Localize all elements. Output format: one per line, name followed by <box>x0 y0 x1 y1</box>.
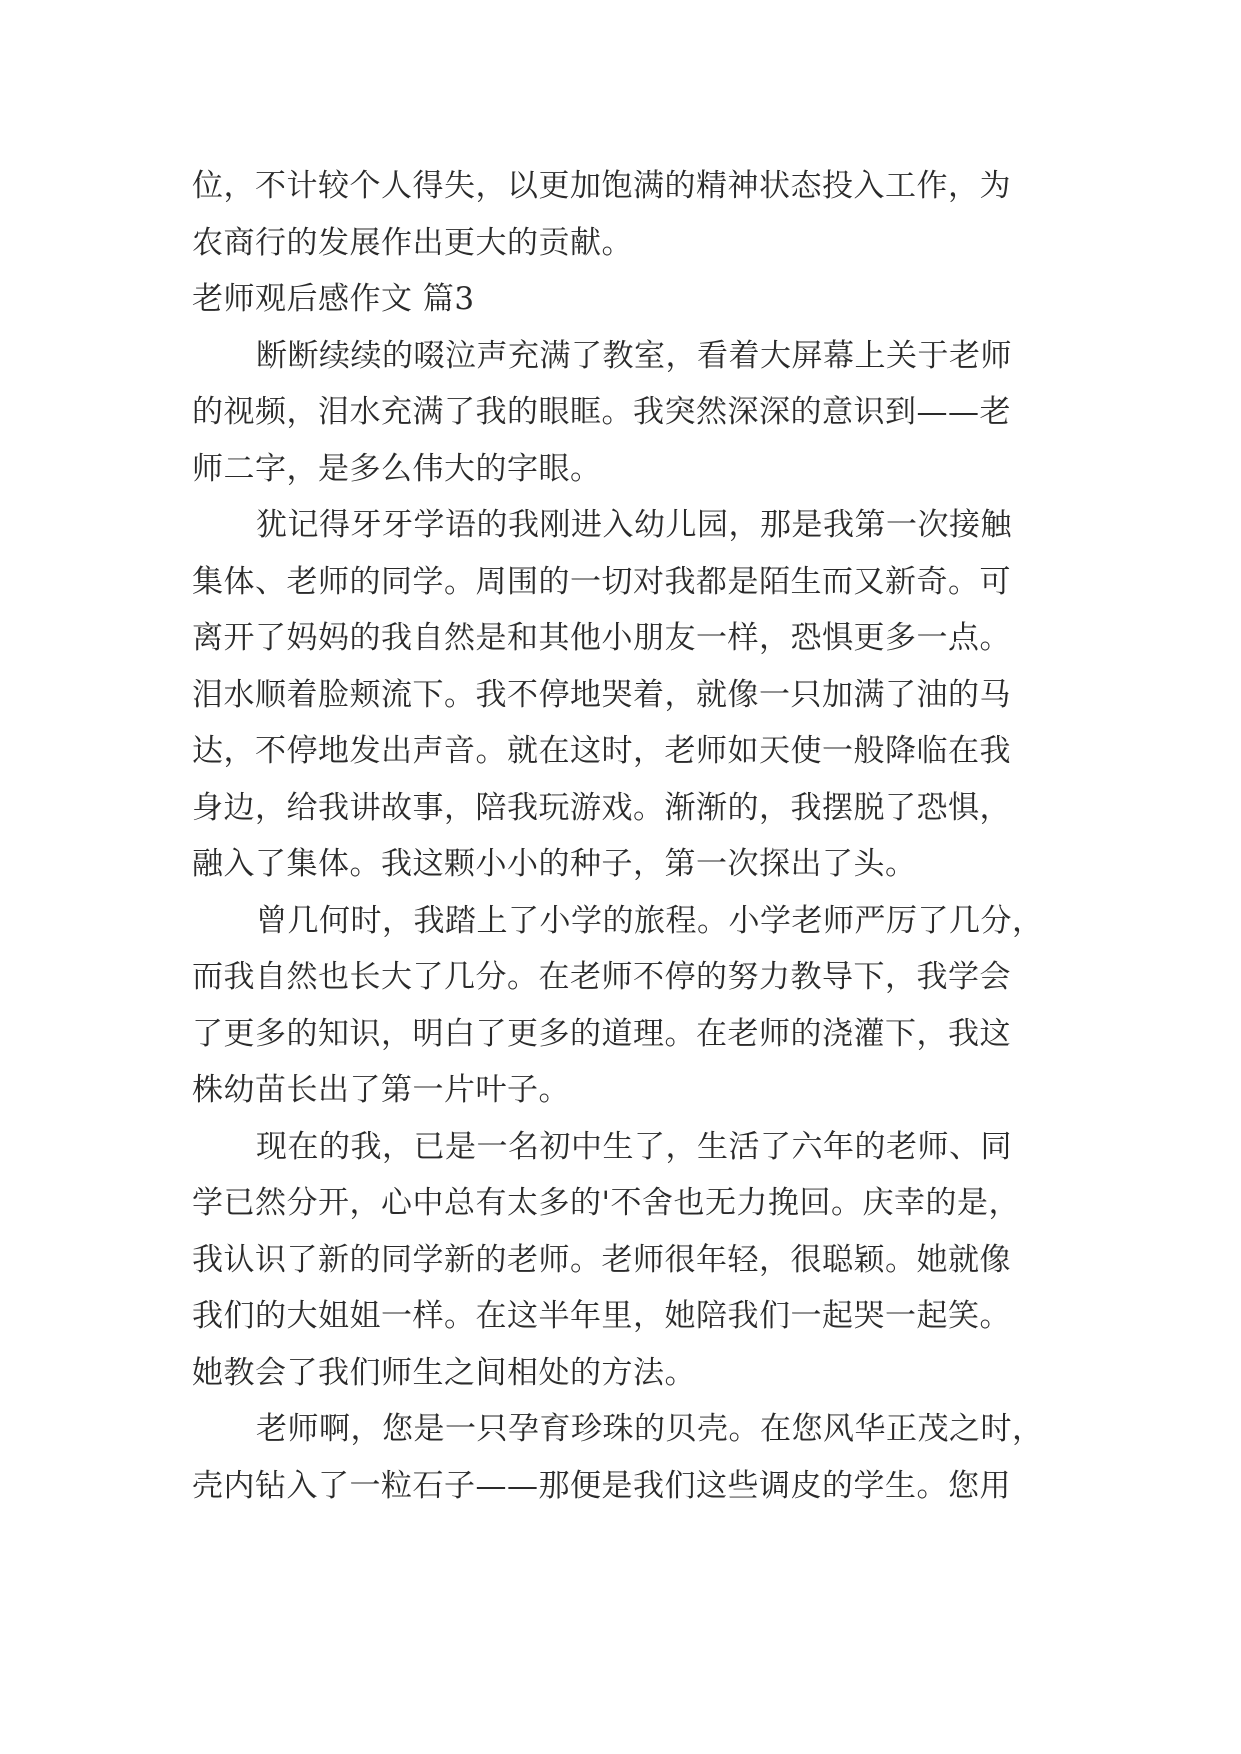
text-line: 位，不计较个人得失，以更加饱满的精神状态投入工作，为 <box>192 168 1011 204</box>
text-line: 她教会了我们师生之间相处的方法。 <box>192 1354 696 1391</box>
text-line: 身边，给我讲故事，陪我玩游戏。渐渐的，我摆脱了恐惧， <box>192 789 1011 826</box>
text-line: 而我自然也长大了几分。在老师不停的努力教导下，我学会 <box>192 959 1011 995</box>
text-line: 学已然分开，心中总有太多的'不舍也无力挽回。庆幸的是， <box>192 1185 1021 1221</box>
paragraph-start-line: 老师啊，您是一只孕育珍珠的贝壳。在您风华正茂之时， <box>256 1411 1044 1447</box>
text-line: 我认识了新的同学新的老师。老师很年轻，很聪颖。她就像 <box>192 1241 1011 1278</box>
section-heading: 老师观后感作文 篇3 <box>192 281 475 317</box>
text-line: 了更多的知识，明白了更多的道理。在老师的浇灌下，我这 <box>192 1015 1011 1052</box>
text-line: 融入了集体。我这颗小小的种子，第一次探出了头。 <box>192 846 917 882</box>
text-line: 集体、老师的同学。周围的一切对我都是陌生而又新奇。可 <box>192 563 1011 600</box>
text-line: 离开了妈妈的我自然是和其他小朋友一样，恐惧更多一点。 <box>192 620 1011 656</box>
paragraph-start-line: 曾几何时，我踏上了小学的旅程。小学老师严厉了几分， <box>256 902 1044 939</box>
paragraph-start-line: 断断续续的啜泣声充满了教室，看着大屏幕上关于老师 <box>256 337 1012 374</box>
paragraph-start-line: 犹记得牙牙学语的我刚进入幼儿园，那是我第一次接触 <box>256 507 1012 543</box>
text-line: 泪水顺着脸颊流下。我不停地哭着，就像一只加满了油的马 <box>192 676 1011 713</box>
text-line: 我们的大姐姐一样。在这半年里，她陪我们一起哭一起笑。 <box>192 1298 1011 1334</box>
text-line: 壳内钻入了一粒石子——那便是我们这些调皮的学生。您用 <box>192 1467 1011 1504</box>
text-line: 农商行的发展作出更大的贡献。 <box>192 224 633 261</box>
paragraph-start-line: 现在的我，已是一名初中生了，生活了六年的老师、同 <box>256 1128 1012 1165</box>
document-body <box>192 158 1072 1514</box>
text-line: 株幼苗长出了第一片叶子。 <box>192 1072 570 1108</box>
text-line: 的视频，泪水充满了我的眼眶。我突然深深的意识到——老 <box>192 394 1011 430</box>
text-line: 达，不停地发出声音。就在这时，老师如天使一般降临在我 <box>192 733 1011 769</box>
text-line: 师二字，是多么伟大的字眼。 <box>192 450 602 487</box>
